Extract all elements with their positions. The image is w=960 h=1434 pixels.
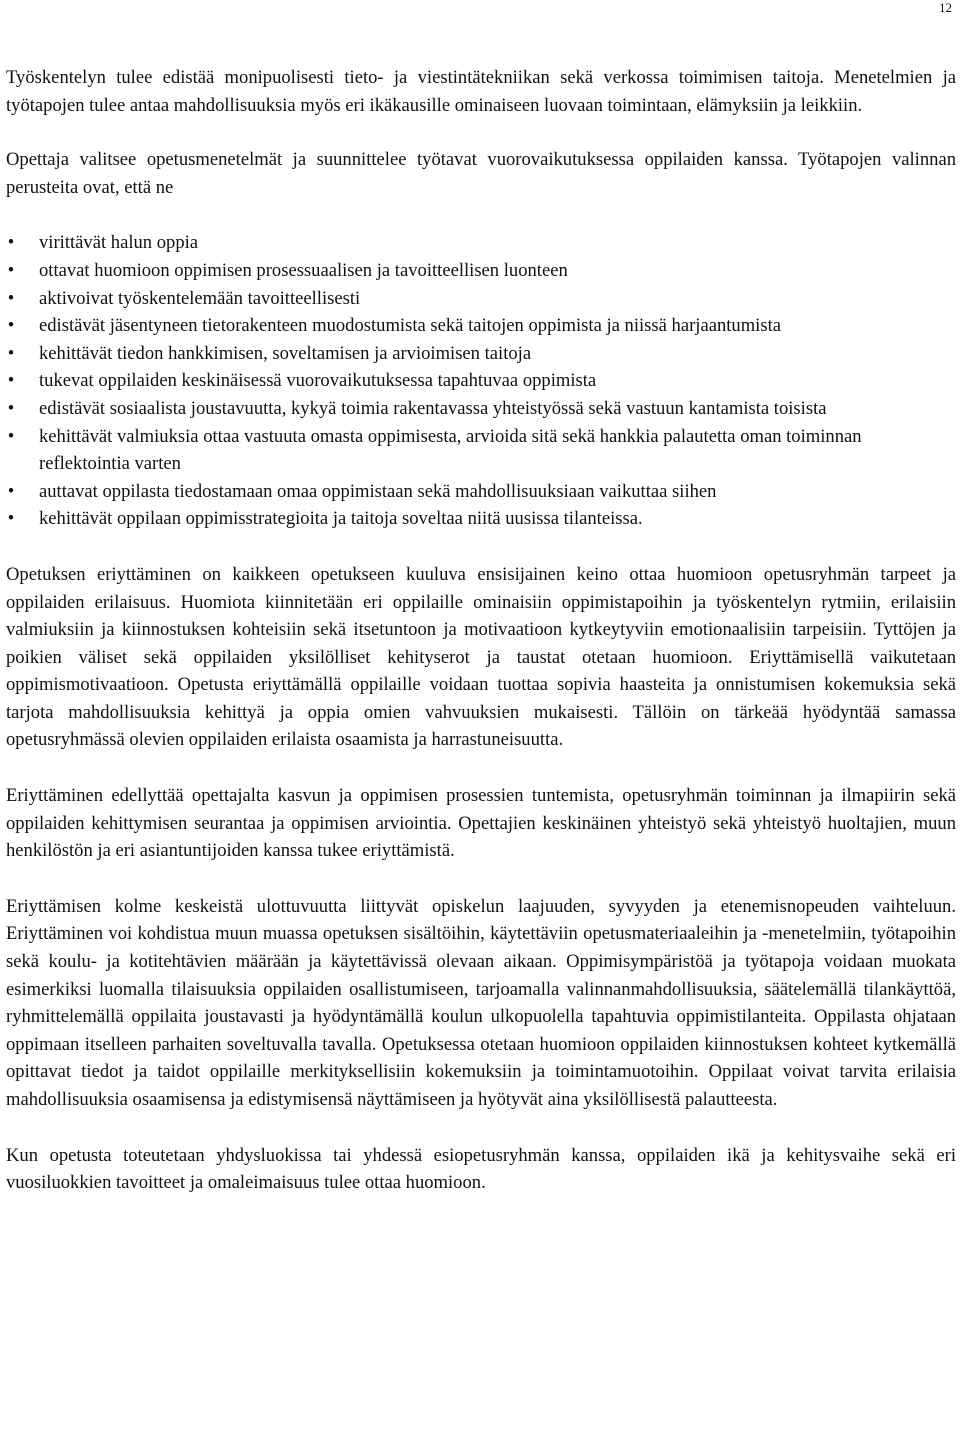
- bullet-icon: •: [7, 315, 15, 337]
- page-number: 12: [939, 0, 952, 15]
- bullet-icon: •: [7, 397, 15, 419]
- differentiation-paragraph-4: Kun opetusta toteutetaan yhdysluokissa tai yhdessä esiopetusryhmän kanssa, oppilaiden ikä ja kehitysvaihe sekä eri vuosiluokkien tavoitteet ja omaleimaisuus tulee ottaa huomioon.: [6, 1144, 956, 1194]
- intro-paragraph-ict: Työskentelyn tulee edistää monipuolisesti tieto- ja viestintätekniikan sekä verkossa toimimisen taitoja. Menetelmien ja työtapojen tulee antaa mahdollisuuksia myös eri ikäkausille ominaiseen luovaan toimintaan, elämyksiin ja leikkiin.: [6, 67, 956, 116]
- list-item: [6, 229, 956, 257]
- bullet-icon: •: [7, 508, 15, 530]
- list-item: [6, 312, 956, 340]
- differentiation-paragraph-1: Opetuksen eriyttäminen on kaikkeen opetukseen kuuluva ensisijainen keino ottaa huomioon opetusryhmän tarpeet ja oppilaiden erilaisuus. Huomiota kiinnitetään eri oppilaille ominaisiin oppimistapoihin ja työskentelyn rytmiin, erilaisiin valmiuksiin ja kiinnostuksen kohteisiin sekä itsetuntoon ja motivaatioon kytkeytyviin emotionaalisiin tarpeisiin. Tyttöjen ja poikien väliset sekä oppilaiden yksilölliset kehityserot ja taustat otetaan huomioon. Eriyttämisellä vaikutetaan oppimismotivaatioon. Opetusta eriyttämällä oppilaille voidaan tuottaa sopivia haasteita ja onnistumisen kokemuksia sekä tarjota mahdollisuuksia kehittyä ja oppia omien vahvuuksien mukaisesti. Tällöin on tärkeää hyödyntää samassa opetusryhmässä olevien oppilaiden erilaista osaamista ja harrastuneisuutta.: [6, 563, 956, 751]
- list-item: [6, 395, 956, 423]
- bullet-icon: •: [7, 370, 15, 392]
- list-item-text: ottavat huomioon oppimisen prosessuaalisen ja tavoitteellisen luonteen: [39, 259, 568, 281]
- bullet-icon: •: [7, 480, 15, 502]
- list-item: [6, 257, 956, 285]
- list-item: [6, 367, 956, 395]
- differentiation-paragraph-2: Eriyttäminen edellyttää opettajalta kasvun ja oppimisen prosessien tuntemista, opetusryhmän toiminnan ja ilmapiirin sekä oppilaiden kehittymisen seurantaa ja oppimisen arviointia. Opettajien keskinäinen yhteistyö sekä yhteistyö huoltajien, muun henkilöstön ja eri asiantuntijoiden kanssa tukee eriyttämistä.: [6, 785, 956, 862]
- bullet-icon: •: [7, 259, 15, 281]
- list-item: [6, 423, 956, 478]
- list-item-text: kehittävät valmiuksia ottaa vastuuta omasta oppimisesta, arvioida sitä sekä hankkia palautetta oman toiminnan reflektointia varten: [39, 425, 862, 475]
- bullet-icon: •: [7, 232, 15, 254]
- criteria-list: [6, 229, 956, 533]
- list-item-text: kehittävät oppilaan oppimisstrategioita ja taitoja soveltaa niitä uusissa tilanteissa.: [39, 508, 643, 530]
- list-item-text: aktivoivat työskentelemään tavoitteellisesti: [39, 287, 361, 309]
- list-item: [6, 285, 956, 313]
- list-item-text: edistävät jäsentyneen tietorakenteen muodostumista sekä taitojen oppimista ja niissä harjaantumista: [39, 315, 781, 337]
- list-item: [6, 478, 956, 506]
- intro-paragraph-methods: Opettaja valitsee opetusmenetelmät ja suunnittelee työtavat vuorovaikutuksessa oppilaiden kanssa. Työtapojen valinnan perusteita ovat, että ne: [6, 149, 956, 198]
- list-item: [6, 505, 956, 533]
- bullet-icon: •: [7, 342, 15, 364]
- list-item-text: tukevat oppilaiden keskinäisessä vuorovaikutuksessa tapahtuvaa oppimista: [39, 370, 597, 392]
- bullet-icon: •: [7, 287, 15, 309]
- page-content: [6, 64, 956, 1197]
- list-item-text: virittävät halun oppia: [39, 232, 199, 254]
- differentiation-paragraph-3: Eriyttämisen kolme keskeistä ulottuvuutta liittyvät opiskelun laajuuden, syvyyden ja etenemisnopeuden vaihteluun. Eriyttäminen voi kohdistua muun muassa opetuksen sisältöihin, käytettäviin opetusmateriaaleihin ja -menetelmiin, työtapoihin sekä koulu- ja kotitehtävien määrään ja käytettävissä olevaan aikaan. Oppimisympäristöä ja työtapoja voidaan muokata esimerkiksi luomalla tilaisuuksia oppilaiden osallistumiseen, tarjoamalla valinnanmahdollisuuksia, säätelemällä tilankäyttöä, ryhmittelemällä oppilaita joustavasti ja hyödyntämällä koulun ulkopuolella tapahtuvia oppimistilanteita. Oppilasta ohjataan oppimaan itselleen parhaiten soveltuvalla tavalla. Opetuksessa otetaan huomioon oppilaiden kiinnostuksen kohteet kytkemällä opittavat tiedot ja taidot oppilaille merkityksellisiin kokemuksiin ja toimintamuotoihin. Oppilaat voivat tarvita erilaisia mahdollisuuksia osaamisensa ja edistymisensä näyttämiseen ja hyötyvät aina yksilöllisestä palautteesta.: [6, 895, 956, 1110]
- bullet-icon: •: [7, 425, 15, 447]
- list-item: [6, 340, 956, 368]
- list-item-text: edistävät sosiaalista joustavuutta, kykyä toimia rakentavassa yhteistyössä sekä vastuun kantamista toisista: [39, 397, 827, 419]
- list-item-text: kehittävät tiedon hankkimisen, soveltamisen ja arvioimisen taitoja: [39, 342, 532, 364]
- list-item-text: auttavat oppilasta tiedostamaan omaa oppimistaan sekä mahdollisuuksiaan vaikuttaa siihen: [39, 480, 717, 502]
